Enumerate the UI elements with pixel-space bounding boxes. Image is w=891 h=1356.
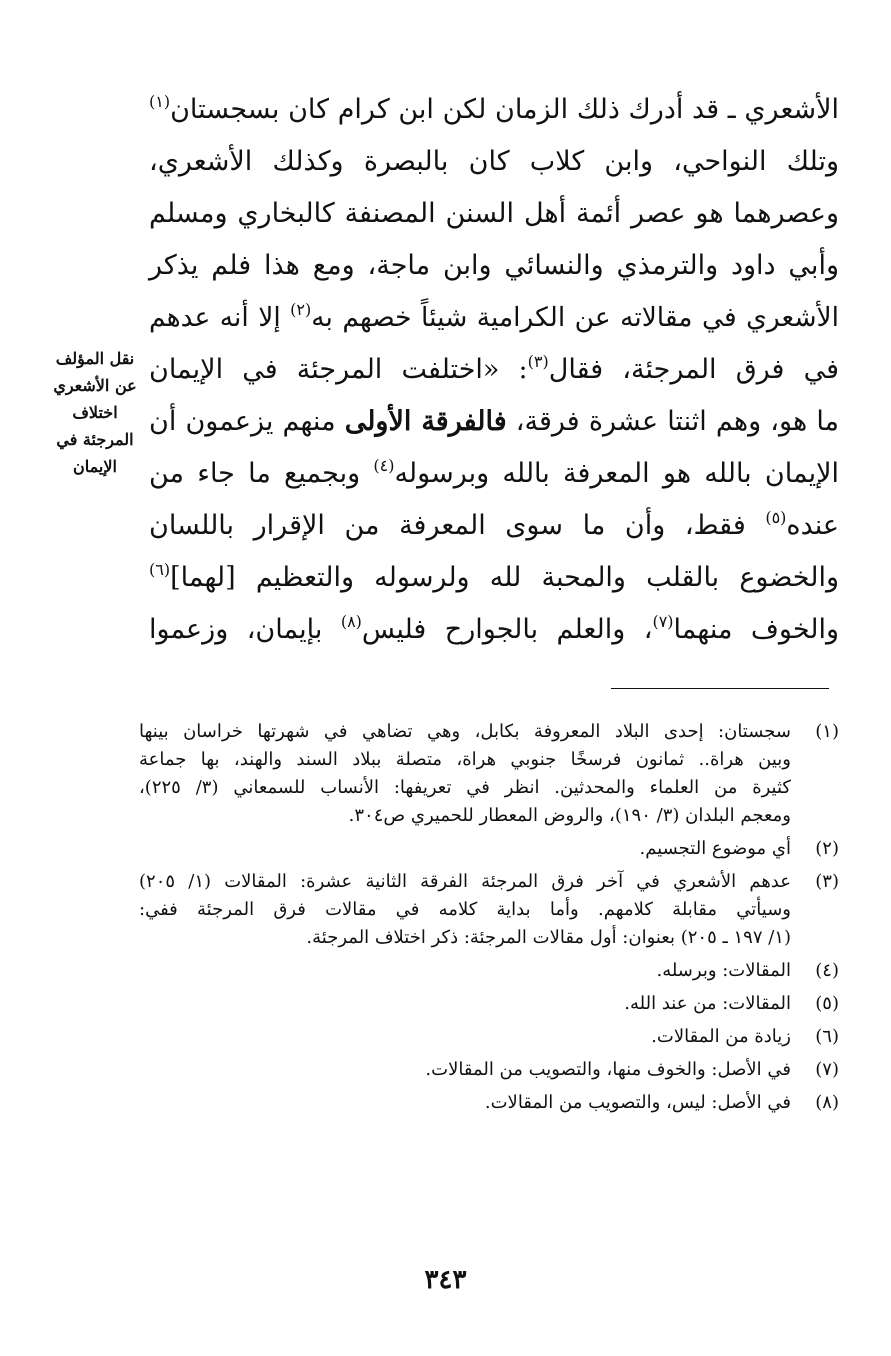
footnote-text xyxy=(139,957,791,985)
main-text-line xyxy=(149,188,839,240)
text-segment: الأشعري ـ قد أدرك ذلك الزمان لكن ابن كرام كان بسجستان xyxy=(170,94,839,125)
main-text-line xyxy=(149,396,839,448)
footnote-reference: (١) xyxy=(149,92,171,111)
text-segment: ، والعلم بالجوارح فليس xyxy=(361,614,653,645)
text-segment: والخضوع بالقلب والمحبة لله ولرسوله والتعظيم [لهما] xyxy=(170,562,839,593)
footnote-line: ومعجم البلدان (٣/ ١٩٠)، والروض المعطار للحميري ص٣٠٤. xyxy=(348,805,791,826)
footnote-line: عدهم الأشعري في آخر فرق المرجئة الفرقة الثانية عشرة: المقالات (١/ ٢٠٥) xyxy=(139,871,791,892)
footnote-line: في الأصل: والخوف منها، والتصويب من المقالات. xyxy=(425,1059,791,1080)
footnote-line: المقالات: وبرسله. xyxy=(656,960,791,981)
text-segment: فقط، وأن ما سوى المعرفة من الإقرار باللسان xyxy=(149,510,766,541)
footnote-line: في الأصل: ليس، والتصويب من المقالات. xyxy=(484,1092,791,1113)
text-segment: والخوف منهما xyxy=(673,614,840,645)
footnote-line: أي موضوع التجسيم. xyxy=(639,838,791,859)
footnote-item xyxy=(139,1023,839,1051)
text-segment: منهم يزعمون أن xyxy=(149,406,345,437)
footnote-item xyxy=(139,835,839,863)
main-text-line xyxy=(149,344,839,396)
footnote-reference: (٣) xyxy=(527,352,549,371)
footnote-item xyxy=(139,990,839,1018)
footnote-number: (٢) xyxy=(815,838,839,859)
margin-note-line: الإيمان xyxy=(73,457,117,476)
footnote-text xyxy=(139,868,791,952)
text-segment: الأشعري في مقالاته عن الكرامية شيئاً خصهم به xyxy=(311,302,839,333)
text-segment: عنده xyxy=(786,510,839,541)
footnote-line: (١/ ١٩٧ ـ ٢٠٥) بعنوان: أول مقالات المرجئة: ذكر اختلاف المرجئة. xyxy=(306,927,791,948)
text-segment: وبجميع ما جاء من xyxy=(149,458,374,489)
footnote-number: (١) xyxy=(815,721,839,742)
footnote-reference: (٦) xyxy=(149,560,171,579)
footnote-separator xyxy=(611,688,829,689)
footnote-number: (٦) xyxy=(815,1026,839,1047)
footnote-line: سجستان: إحدى البلاد المعروفة بكابل، وهي تضاهي في شهرتها خراسان بينها xyxy=(139,721,791,742)
page-number: ٣٤٣ xyxy=(424,1265,467,1295)
text-segment: وأبي داود والترمذي والنسائي وابن ماجة، ومع هذا فلم يذكر xyxy=(149,250,839,281)
margin-note-line: نقل المؤلف xyxy=(55,349,135,368)
footnote-text xyxy=(139,835,791,863)
main-text-line xyxy=(149,604,839,656)
main-text-line xyxy=(149,552,839,604)
main-text-line xyxy=(149,448,839,500)
main-text-line xyxy=(149,136,839,188)
footnote-number: (٥) xyxy=(815,993,839,1014)
text-segment: إلا أنه عدهم xyxy=(149,302,291,333)
footnote-reference: (٥) xyxy=(765,508,787,527)
footnote-reference: (٧) xyxy=(652,612,674,631)
margin-note-line: المرجئة في xyxy=(56,430,134,449)
footnote-text xyxy=(139,1056,791,1084)
text-segment: ما هو، وهم اثنتا عشرة فرقة، xyxy=(506,406,840,437)
footnote-line: وبين هراة.. ثمانون فرسخًا جنوبي هراة، متصلة ببلاد السند والهند، بها جماعة xyxy=(139,749,791,770)
text-segment: بإيمان، وزعموا xyxy=(149,614,341,645)
footnote-text xyxy=(139,1089,791,1117)
footnote-item xyxy=(139,957,839,985)
footnote-item xyxy=(139,868,839,952)
text-segment: وتلك النواحي، وابن كلاب كان بالبصرة وكذلك الأشعري، xyxy=(149,146,839,177)
footnote-line: كثيرة من العلماء والمحدثين. انظر في تعريفها: الأنساب للسمعاني (٣/ ٢٢٥)، xyxy=(139,777,791,798)
main-text-line xyxy=(149,240,839,292)
footnote-line: المقالات: من عند الله. xyxy=(624,993,791,1014)
footnote-number: (٧) xyxy=(815,1059,839,1080)
footnotes-block xyxy=(139,718,839,1122)
footnote-reference: (٢) xyxy=(290,300,312,319)
footnote-number: (٨) xyxy=(815,1092,839,1113)
footnote-text xyxy=(139,990,791,1018)
footnote-line: وسيأتي مقابلة كلامهم. وأما بداية كلامه في مقالات فرق المرجئة ففي: xyxy=(139,899,791,920)
footnote-number: (٤) xyxy=(815,960,839,981)
text-segment: في فرق المرجئة، فقال xyxy=(548,354,839,385)
footnote-text xyxy=(139,718,791,830)
footnote-reference: (٨) xyxy=(340,612,362,631)
margin-note-line: عن الأشعري xyxy=(53,376,137,395)
margin-note-line: اختلاف xyxy=(72,403,118,422)
bold-text-segment: فالفرقة الأولى xyxy=(344,406,507,437)
footnote-number: (٣) xyxy=(815,871,839,892)
text-segment: : «اختلفت المرجئة في الإيمان xyxy=(149,354,528,385)
main-text-line xyxy=(149,84,839,136)
footnote-item xyxy=(139,718,839,830)
margin-note xyxy=(40,345,150,480)
footnote-text xyxy=(139,1023,791,1051)
footnote-item xyxy=(139,1089,839,1117)
text-segment: الإيمان بالله هو المعرفة بالله وبرسوله xyxy=(394,458,839,489)
footnote-item xyxy=(139,1056,839,1084)
footnote-line: زيادة من المقالات. xyxy=(651,1026,791,1047)
main-text-line xyxy=(149,292,839,344)
main-text-block xyxy=(149,84,839,656)
text-segment: وعصرهما هو عصر أئمة أهل السنن المصنفة كالبخاري ومسلم xyxy=(149,198,839,229)
footnote-reference: (٤) xyxy=(373,456,395,475)
main-text-line xyxy=(149,500,839,552)
